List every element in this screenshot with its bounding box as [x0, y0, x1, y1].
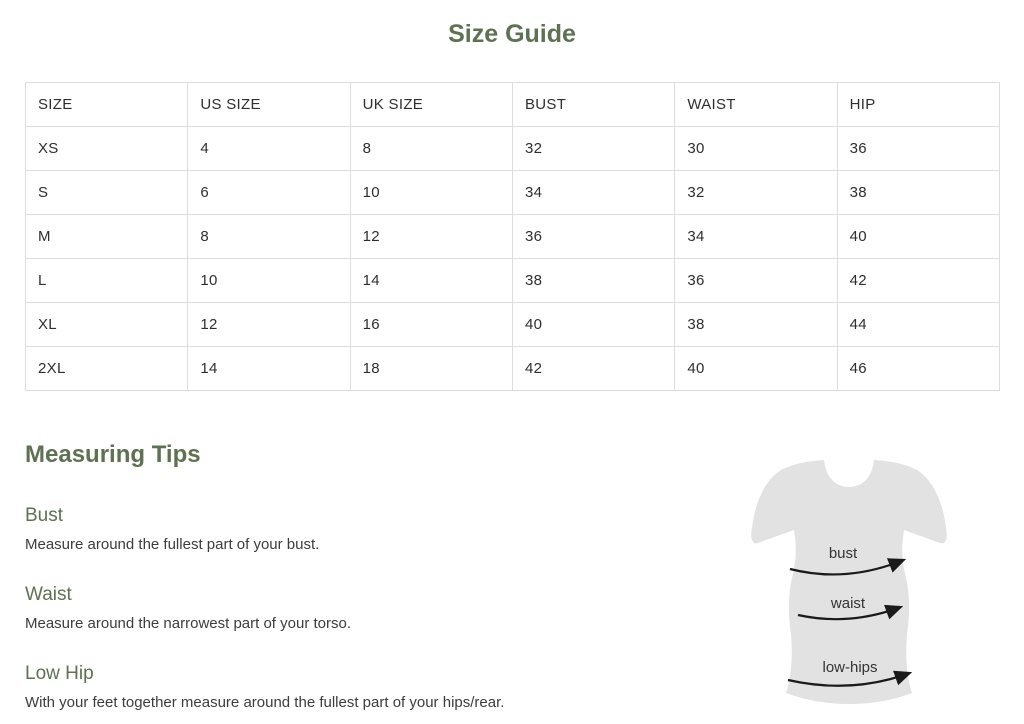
- table-header-row: [26, 83, 1000, 127]
- cell-waist: 38: [675, 303, 837, 347]
- cell-size: XL: [26, 303, 188, 347]
- cell-waist: 36: [675, 259, 837, 303]
- cell-hip: 44: [837, 303, 999, 347]
- cell-size: 2XL: [26, 347, 188, 391]
- cell-us: 14: [188, 347, 350, 391]
- cell-bust: 40: [512, 303, 674, 347]
- cell-waist: 32: [675, 171, 837, 215]
- cell-hip: 42: [837, 259, 999, 303]
- diagram-label-bust: bust: [828, 545, 858, 562]
- tip-bust-text: Measure around the fullest part of your bust.: [25, 536, 320, 553]
- tip-low-hip-text: With your feet together measure around the fullest part of your hips/rear.: [25, 694, 505, 711]
- table-row: [26, 303, 1000, 347]
- cell-uk: 8: [350, 127, 512, 171]
- size-chart-body: [26, 127, 1000, 391]
- tip-bust: [25, 505, 725, 553]
- cell-hip: 38: [837, 171, 999, 215]
- tip-low-hip-heading: Low Hip: [25, 663, 94, 684]
- cell-uk: 18: [350, 347, 512, 391]
- cell-waist: 34: [675, 215, 837, 259]
- diagram-label-waist: waist: [830, 595, 866, 612]
- header-cell-us-size: US SIZE: [188, 83, 350, 127]
- header-cell-size: SIZE: [26, 83, 188, 127]
- cell-us: 8: [188, 215, 350, 259]
- cell-us: 10: [188, 259, 350, 303]
- measuring-tips-section: [25, 441, 725, 724]
- tshirt-measurement-diagram: [745, 450, 960, 712]
- cell-us: 4: [188, 127, 350, 171]
- cell-size: S: [26, 171, 188, 215]
- cell-size: L: [26, 259, 188, 303]
- diagram-label-low-hips: low-hips: [822, 659, 878, 676]
- table-row: [26, 259, 1000, 303]
- header-cell-bust: BUST: [512, 83, 674, 127]
- size-chart-header: [26, 83, 1000, 127]
- cell-hip: 40: [837, 215, 999, 259]
- header-cell-waist: WAIST: [675, 83, 837, 127]
- tip-waist-heading: Waist: [25, 584, 72, 605]
- table-row: [26, 347, 1000, 391]
- cell-uk: 12: [350, 215, 512, 259]
- cell-waist: 30: [675, 127, 837, 171]
- cell-uk: 10: [350, 171, 512, 215]
- cell-hip: 46: [837, 347, 999, 391]
- cell-hip: 36: [837, 127, 999, 171]
- cell-waist: 40: [675, 347, 837, 391]
- tip-low-hip: [25, 663, 725, 711]
- cell-bust: 36: [512, 215, 674, 259]
- table-row: [26, 171, 1000, 215]
- cell-size: M: [26, 215, 188, 259]
- cell-bust: 34: [512, 171, 674, 215]
- header-cell-uk-size: UK SIZE: [350, 83, 512, 127]
- cell-uk: 14: [350, 259, 512, 303]
- table-row: [26, 127, 1000, 171]
- tip-waist-text: Measure around the narrowest part of your torso.: [25, 615, 352, 632]
- cell-bust: 32: [512, 127, 674, 171]
- cell-us: 6: [188, 171, 350, 215]
- page-title: Size Guide: [448, 20, 576, 48]
- size-chart-table: [25, 82, 1000, 391]
- cell-size: XS: [26, 127, 188, 171]
- header-cell-hip: HIP: [837, 83, 999, 127]
- cell-bust: 38: [512, 259, 674, 303]
- cell-bust: 42: [512, 347, 674, 391]
- cell-uk: 16: [350, 303, 512, 347]
- table-row: [26, 215, 1000, 259]
- measuring-tips-title: Measuring Tips: [25, 441, 201, 468]
- tip-waist: [25, 584, 725, 632]
- cell-us: 12: [188, 303, 350, 347]
- tip-bust-heading: Bust: [25, 505, 64, 526]
